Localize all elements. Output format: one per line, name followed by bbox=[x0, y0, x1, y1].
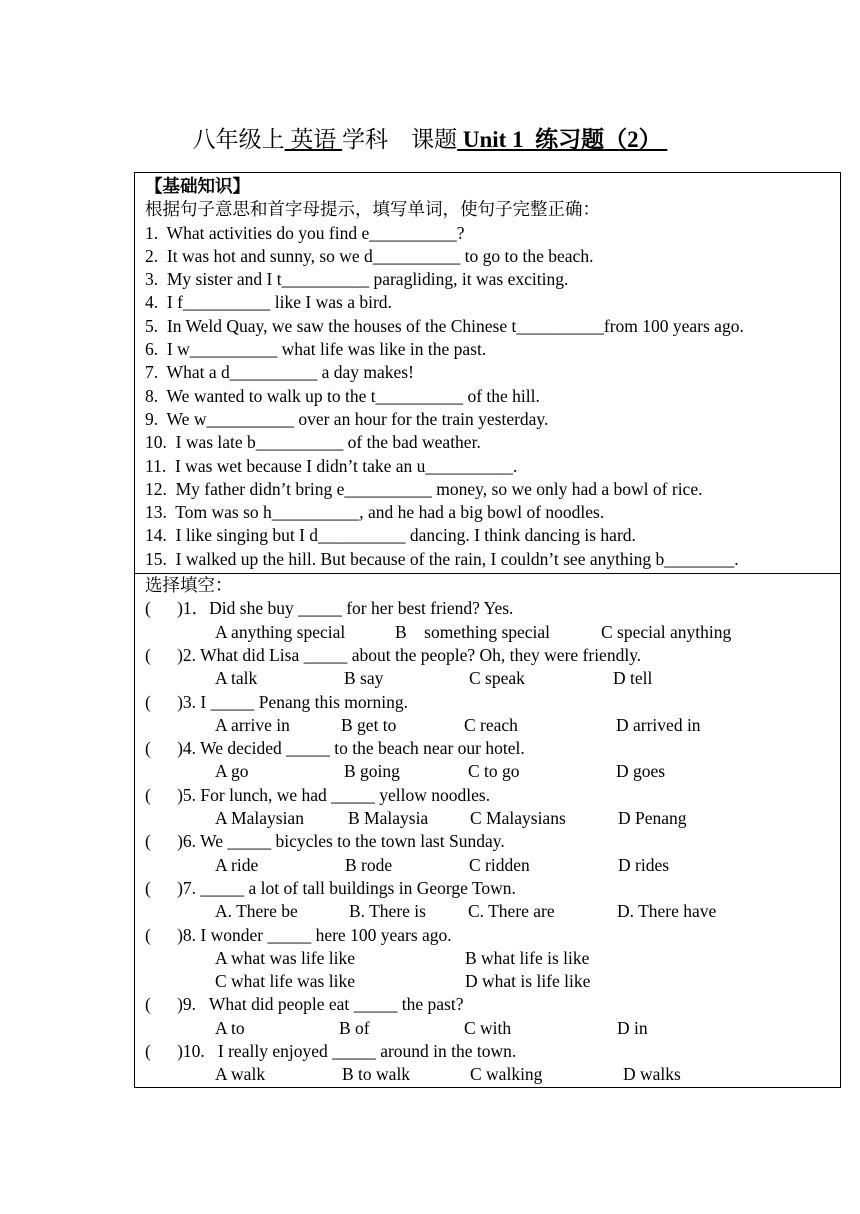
option: C walking bbox=[470, 1064, 543, 1085]
option: B rode bbox=[345, 854, 393, 875]
option: A. There be bbox=[215, 901, 298, 922]
option: D. There have bbox=[617, 901, 717, 922]
question-stem: ( )7. _____ a lot of tall buildings in George Town. bbox=[145, 877, 516, 898]
fill-item: 12. My father didn’t bring e__________ money, so we only had a bowl of rice. bbox=[145, 478, 703, 499]
option: D walks bbox=[623, 1064, 681, 1085]
question-stem: ( )9. What did people eat _____ the past? bbox=[145, 994, 464, 1015]
question-stem: ( )4. We decided _____ to the beach near our hotel. bbox=[145, 738, 525, 759]
topic-label: 课题 bbox=[411, 127, 458, 152]
option: A walk bbox=[215, 1064, 266, 1085]
topic-value: Unit 1 练习题（2） bbox=[457, 127, 668, 152]
fill-item: 14. I like singing but I d__________ dancing. I think dancing is hard. bbox=[145, 525, 636, 546]
option: D in bbox=[617, 1017, 648, 1038]
option: D Penang bbox=[618, 808, 687, 829]
subject-label: 学科 bbox=[342, 127, 389, 152]
option: D goes bbox=[616, 761, 666, 782]
page-title bbox=[0, 121, 860, 154]
option: D tell bbox=[613, 668, 653, 689]
option: C reach bbox=[464, 714, 518, 735]
option: D what is life like bbox=[465, 971, 591, 992]
option: A anything special bbox=[215, 621, 346, 642]
question-stem: ( )5. For lunch, we had _____ yellow noodles. bbox=[145, 784, 491, 805]
fill-item: 15. I walked up the hill. But because of the rain, I couldn’t see anything b________. bbox=[145, 548, 739, 569]
option: B something special bbox=[395, 621, 551, 642]
option: B get to bbox=[341, 714, 397, 735]
option: A what was life like bbox=[215, 947, 355, 968]
subject-value: 英语 bbox=[284, 127, 343, 152]
basic-knowledge-section bbox=[135, 173, 840, 574]
question-options bbox=[145, 760, 840, 783]
question-stem: ( )6. We _____ bicycles to the town last Sunday. bbox=[145, 831, 505, 852]
multiple-choice-section bbox=[135, 574, 840, 1087]
fill-item: 5. In Weld Quay, we saw the houses of the Chinese t__________from 100 years ago. bbox=[145, 315, 744, 336]
question-options bbox=[145, 900, 840, 923]
option: B. There is bbox=[349, 901, 426, 922]
option: B to walk bbox=[342, 1064, 411, 1085]
option: C to go bbox=[468, 761, 520, 782]
choice-heading: 选择填空： bbox=[145, 575, 233, 596]
fill-item: 2. It was hot and sunny, so we d__________ to go to the beach. bbox=[145, 245, 594, 266]
option: B of bbox=[339, 1017, 370, 1038]
fill-item: 6. I w__________ what life was like in the past. bbox=[145, 339, 487, 360]
option: C Malaysians bbox=[470, 808, 566, 829]
basic-heading: 【基础知识】 bbox=[145, 176, 250, 196]
fill-item: 13. Tom was so h__________, and he had a big bowl of noodles. bbox=[145, 502, 605, 523]
question-options bbox=[145, 667, 840, 690]
option: A go bbox=[215, 761, 249, 782]
question-options bbox=[145, 970, 840, 993]
option: C. There are bbox=[468, 901, 555, 922]
question-options bbox=[145, 621, 840, 644]
grade-label: 八年级上 bbox=[192, 127, 285, 152]
fill-item: 4. I f__________ like I was a bird. bbox=[145, 292, 392, 313]
question-stem: ( )2. What did Lisa _____ about the people? Oh, they were friendly. bbox=[145, 644, 642, 665]
option: C what life was like bbox=[215, 971, 355, 992]
fill-item: 9. We w__________ over an hour for the train yesterday. bbox=[145, 408, 549, 429]
option: B going bbox=[344, 761, 400, 782]
option: A Malaysian bbox=[215, 808, 304, 829]
question-options bbox=[145, 1017, 840, 1040]
fill-item: 1. What activities do you find e__________? bbox=[145, 222, 465, 243]
option: A ride bbox=[215, 854, 259, 875]
option: B Malaysia bbox=[348, 808, 429, 829]
question-stem: ( )8. I wonder _____ here 100 years ago. bbox=[145, 924, 452, 945]
question-options bbox=[145, 947, 840, 970]
basic-instruction: 根据句子意思和首字母提示，填写单词，使句子完整正确： bbox=[145, 199, 600, 220]
option: D arrived in bbox=[616, 714, 701, 735]
fill-item: 11. I was wet because I didn’t take an u__________. bbox=[145, 455, 518, 476]
option: A to bbox=[215, 1017, 245, 1038]
worksheet-table bbox=[134, 172, 841, 1088]
option: A talk bbox=[215, 668, 258, 689]
fill-item: 10. I was late b__________ of the bad weather. bbox=[145, 432, 481, 453]
option: C with bbox=[464, 1017, 512, 1038]
option: C special anything bbox=[601, 621, 732, 642]
option: C ridden bbox=[469, 854, 530, 875]
question-stem: ( )1．Did she buy _____ for her best friend? Yes. bbox=[145, 598, 514, 619]
option: B say bbox=[344, 668, 384, 689]
option: A arrive in bbox=[215, 714, 290, 735]
fill-item: 3. My sister and I t__________ paragliding, it was exciting. bbox=[145, 269, 569, 290]
question-stem: ( )10. I really enjoyed _____ around in the town. bbox=[145, 1040, 517, 1061]
question-stem: ( )3. I _____ Penang this morning. bbox=[145, 691, 408, 712]
fill-item: 7. What a d__________ a day makes! bbox=[145, 362, 414, 383]
question-options bbox=[145, 854, 840, 877]
question-options bbox=[145, 714, 840, 737]
option: C speak bbox=[469, 668, 525, 689]
question-options bbox=[145, 807, 840, 830]
question-options bbox=[145, 1063, 840, 1086]
fill-item: 8. We wanted to walk up to the t__________ of the hill. bbox=[145, 385, 540, 406]
option: D rides bbox=[618, 854, 670, 875]
option: B what life is like bbox=[465, 947, 590, 968]
